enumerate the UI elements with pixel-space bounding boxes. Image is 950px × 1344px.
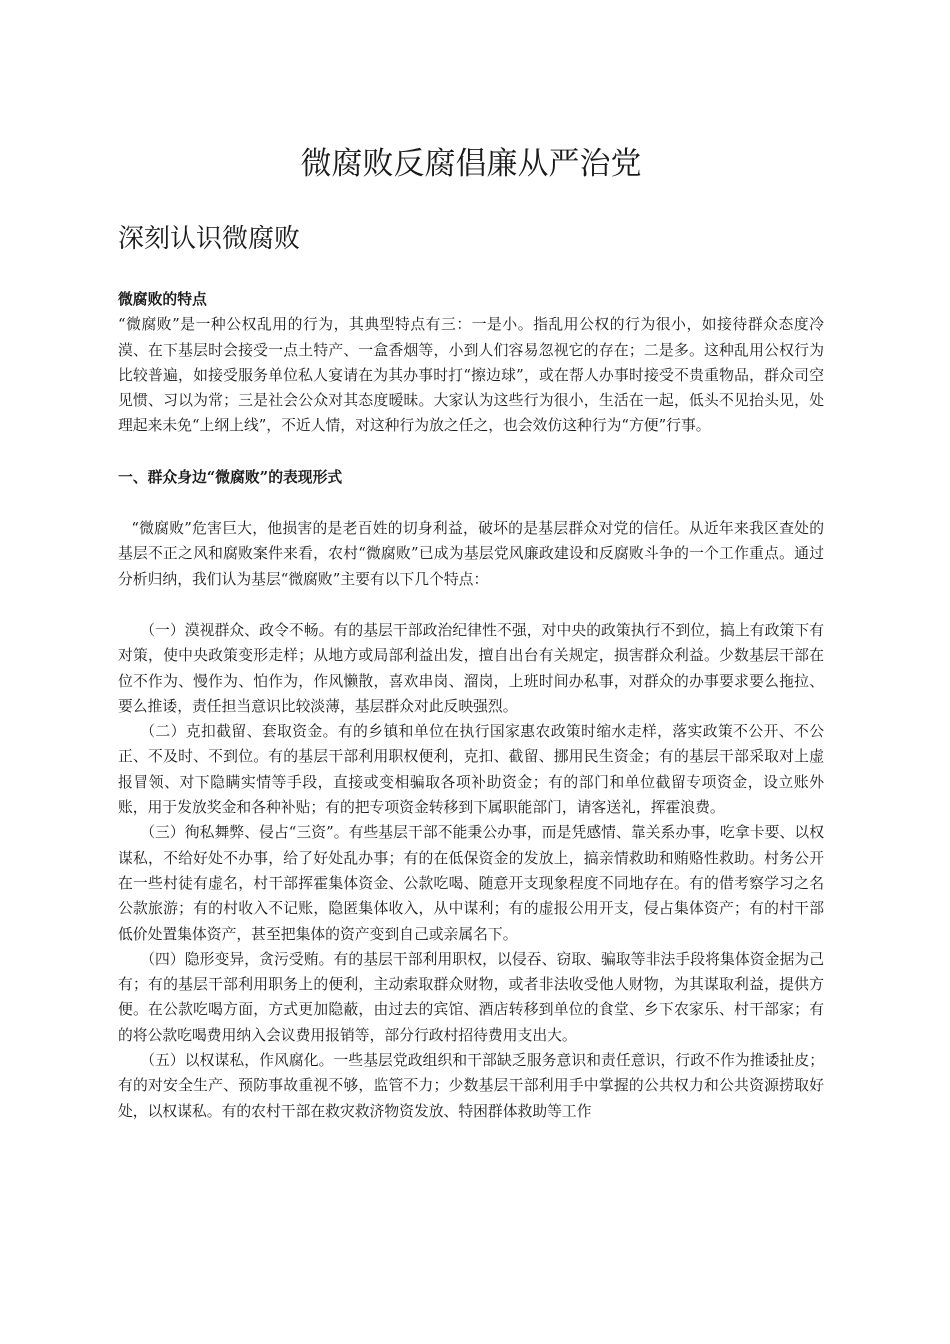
features-paragraph: “微腐败”是一种公权乱用的行为，其典型特点有三：一是小。指乱用公权的行为很小，如接待群众态度冷漠、在下基层时会接受一点土特产、一盒香烟等，小到人们容易忽视它的存在；二是多。这种乱用公权行为比较普遍，如接受服务单位私人宴请在为其办事时打“擦边球”，或在帮人办事时接受不贵重物品，群众司空见惯、习以为常；三是社会公众对其态度暧昧。大家认为这些行为很小，生活在一起，低头不见抬头见，处理起来未免“上纲上线”，不近人情，对这种行为放之任之，也会效仿这种行为“方便”行事。 <box>118 316 824 435</box>
forms-item-paragraph: （五）以权谋私，作风腐化。一些基层党政组织和干部缺乏服务意识和责任意识，行政不作为推诿扯皮；有的对安全生产、预防事故重视不够，监管不力；少数基层干部利用手中掌握的公共权力和公共资源捞取好处，以权谋私。有的农村干部在救灾救济物资发放、特困群体救助等工作 <box>118 1052 824 1120</box>
forms-item-paragraph: （一）漠视群众、政令不畅。有的基层干部政治纪律性不强，对中央的政策执行不到位，搞上有政策下有对策，使中央政策变形走样；从地方或局部利益出发，擅自出台有关规定，损害群众利益。少数基层干部在位不作为、慢作为、怕作为，作风懒散，喜欢串岗、溜岗，上班时间办私事，对群众的办事要求要么拖拉、要么推诿，责任担当意识比较淡薄，基层群众对此反映强烈。 <box>118 621 824 715</box>
document-title: 微腐败反腐倡廉从严治党 <box>300 146 642 182</box>
section-heading: 深刻认识微腐败 <box>118 224 301 254</box>
forms-item-paragraph: （四）隐形变异，贪污受贿。有的基层干部利用职权，以侵吞、窃取、骗取等非法手段将集体资金据为己有；有的基层干部利用职务上的便利，主动索取群众财物，或者非法收受他人财物，为其谋取利益，提供方便。在公款吃喝方面，方式更加隐蔽，由过去的宾馆、酒店转移到单位的食堂、乡下农家乐、村干部家；有的将公款吃喝费用纳入会议费用报销等，部分行政村招待费用支出大。 <box>118 950 824 1044</box>
document-body <box>118 287 824 1124</box>
forms-item-paragraph: （三）徇私舞弊、侵占“三资”。有些基层干部不能秉公办事，而是凭感情、靠关系办事，吃拿卡要、以权谋私，不给好处不办事，给了好处乱办事；有的在低保资金的发放上，搞亲情救助和贿赂性救助。村务公开在一些村徒有虚名，村干部挥霍集体资金、公款吃喝、随意开支现象程度不同地存在。有的借考察学习之名公款旅游；有的村收入不记账，隐匿集体收入，从中谋利；有的虚报公用开支，侵占集体资产；有的村干部低价处置集体资产，甚至把集体的资产变到自己或亲属名下。 <box>118 824 824 943</box>
forms-item-paragraph: （二）克扣截留、套取资金。有的乡镇和单位在执行国家惠农政策时缩水走样，落实政策不公开、不公正、不及时、不到位。有的基层干部利用职权便利，克扣、截留、挪用民生资金；有的基层干部采取对上虚报冒领、对下隐瞒实情等手段，直接或变相骗取各项补助资金；有的部门和单位截留专项资金，设立账外账，用于发放奖金和各种补贴；有的把专项资金转移到下属职能部门，请客送礼，挥霍浪费。 <box>118 723 824 817</box>
forms-intro-paragraph: “微腐败”危害巨大，他损害的是老百姓的切身利益，破坏的是基层群众对党的信任。从近年来我区查处的基层不正之风和腐败案件来看，农村“微腐败”已成为基层党风廉政建设和反腐败斗争的一个工作重点。通过分析归纳，我们认为基层“微腐败”主要有以下几个特点： <box>118 520 824 588</box>
features-heading: 微腐败的特点 <box>118 291 207 308</box>
forms-heading: 一、群众身边“微腐败”的表现形式 <box>118 468 343 486</box>
